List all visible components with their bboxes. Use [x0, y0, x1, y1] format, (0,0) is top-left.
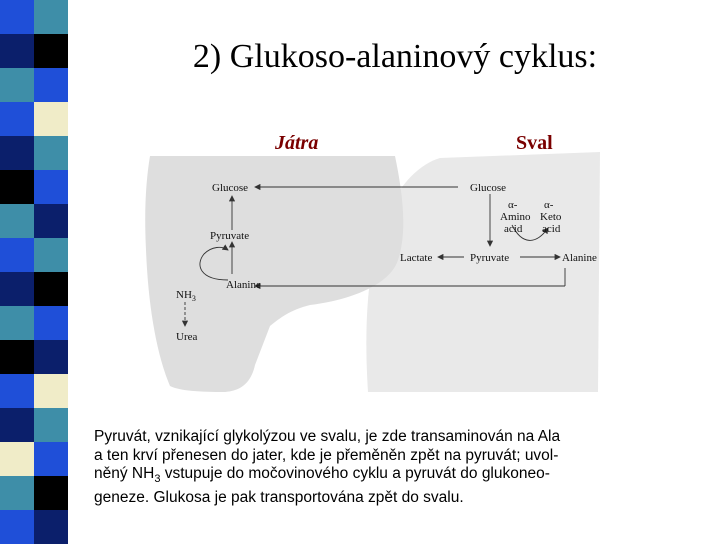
decorative-stripe [0, 0, 68, 540]
stripe-square [0, 306, 34, 340]
stripe-square [0, 170, 34, 204]
stripe-square [0, 68, 34, 102]
alpha-amino-acid-acid: acid [504, 223, 523, 235]
caption-text [94, 428, 706, 507]
stripe-square [34, 0, 68, 34]
stripe-square [0, 0, 34, 34]
stripe-square [0, 340, 34, 374]
stripe-square [34, 442, 68, 476]
muscle-pyruvate: Pyruvate [470, 252, 510, 264]
stripe-square [0, 102, 34, 136]
stripe-square [34, 204, 68, 238]
muscle-alanine: Alanine [562, 252, 597, 264]
stripe-square [34, 102, 68, 136]
caption-line: něný $NH_3$ vstupuje do močovinového cyklu a pyruvát do glukoneo- [94, 465, 550, 486]
stripe-square [34, 408, 68, 442]
nh3-label: $NH_3$ [176, 289, 196, 303]
stripe-square [34, 136, 68, 170]
caption-line: Pyruvát, vznikající glykolýzou ve svalu, je zde transaminován na Ala [94, 428, 561, 445]
stripe-square [0, 272, 34, 306]
liver-alanine: Alanine [226, 279, 261, 291]
stripe-square [34, 340, 68, 374]
muscle-glucose: Glucose [470, 182, 507, 194]
muscle-lactate: Lactate [400, 252, 433, 264]
liver-label: Játra [275, 132, 319, 154]
stripe-square [0, 34, 34, 68]
stripe-square [34, 34, 68, 68]
stripe-square [0, 136, 34, 170]
stripe-square [0, 374, 34, 408]
stripe-square [0, 510, 34, 544]
stripe-square [0, 442, 34, 476]
liver-shape [145, 156, 403, 392]
muscle-label: Sval [516, 132, 553, 154]
alpha-keto-acid-prefix: α- [544, 199, 554, 211]
stripe-square [34, 306, 68, 340]
stripe-square [34, 374, 68, 408]
slide-title: 2) Glukoso-alaninový cyklus: [192, 38, 598, 75]
liver-glucose: Glucose [212, 182, 249, 194]
stripe-square [0, 238, 34, 272]
stripe-square [0, 204, 34, 238]
stripe-square [34, 476, 68, 510]
stripe-square [34, 68, 68, 102]
alpha-keto-acid-keto: Keto [540, 211, 562, 223]
glucose-alanine-cycle-diagram [140, 150, 610, 395]
caption-line: geneze. Glukosa je pak transportována zpět do svalu. [94, 488, 464, 506]
alpha-amino-acid-amino: Amino [500, 211, 531, 223]
stripe-square [34, 170, 68, 204]
stripe-square [34, 238, 68, 272]
liver-pyruvate: Pyruvate [210, 230, 250, 242]
caption-line: a ten krví přenesen do jater, kde je přeměněn zpět na pyruvát; uvol- [94, 446, 559, 464]
stripe-square [0, 476, 34, 510]
alpha-keto-acid-acid: acid [542, 223, 561, 235]
urea-label: Urea [176, 331, 198, 343]
stripe-square [34, 510, 68, 544]
stripe-square [0, 408, 34, 442]
stripe-square [34, 272, 68, 306]
alpha-amino-acid-prefix: α- [508, 199, 518, 211]
